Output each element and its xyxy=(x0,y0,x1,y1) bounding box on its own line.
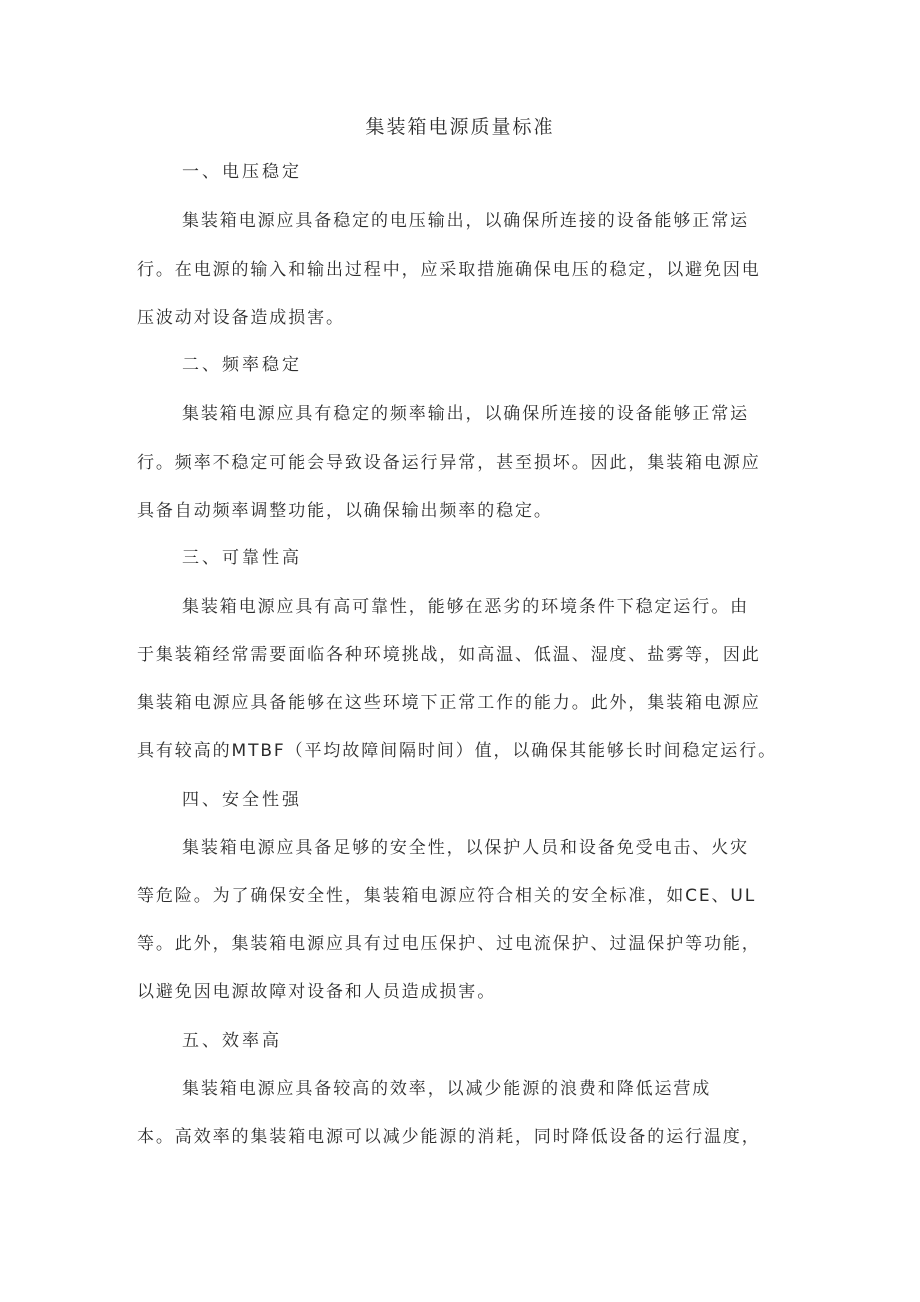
paragraph-line: 于集装箱经常需要面临各种环境挑战，如高温、低温、湿度、盐雾等，因此 xyxy=(137,645,761,665)
paragraph-line: 集装箱电源应具有高可靠性，能够在恶劣的环境条件下稳定运行。由 xyxy=(182,597,749,617)
section-heading-voltage: 一、电压稳定 xyxy=(182,162,302,182)
paragraph-line: 具有较高的MTBF（平均故障间隔时间）值，以确保其能够长时间稳定运行。 xyxy=(137,741,777,761)
paragraph-line: 以避免因电源故障对设备和人员造成损害。 xyxy=(137,982,497,1002)
paragraph-line: 集装箱电源应具备足够的安全性，以保护人员和设备免受电击、火灾 xyxy=(182,838,749,858)
paragraph-line: 集装箱电源应具备稳定的电压输出，以确保所连接的设备能够正常运 xyxy=(182,211,749,231)
section-heading-reliability: 三、可靠性高 xyxy=(182,548,302,568)
section-heading-efficiency: 五、效率高 xyxy=(182,1031,282,1051)
section-heading-safety: 四、安全性强 xyxy=(182,790,302,810)
paragraph-line: 等。此外，集装箱电源应具有过电压保护、过电流保护、过温保护等功能， xyxy=(137,934,761,954)
paragraph-line: 集装箱电源应具有稳定的频率输出，以确保所连接的设备能够正常运 xyxy=(182,404,749,424)
paragraph-line: 本。高效率的集装箱电源可以减少能源的消耗，同时降低设备的运行温度， xyxy=(137,1127,761,1147)
paragraph-line: 行。频率不稳定可能会导致设备运行异常，甚至损坏。因此，集装箱电源应 xyxy=(137,453,761,473)
paragraph-line: 集装箱电源应具备较高的效率，以减少能源的浪费和降低运营成 xyxy=(182,1079,712,1099)
paragraph-line: 压波动对设备造成损害。 xyxy=(137,308,345,328)
document-title: 集装箱电源质量标准 xyxy=(365,116,555,138)
section-heading-frequency: 二、频率稳定 xyxy=(182,355,302,375)
paragraph-line: 具备自动频率调整功能，以确保输出频率的稳定。 xyxy=(137,501,553,521)
paragraph-line: 集装箱电源应具备能够在这些环境下正常工作的能力。此外，集装箱电源应 xyxy=(137,693,761,713)
paragraph-line: 等危险。为了确保安全性，集装箱电源应符合相关的安全标准，如CE、UL xyxy=(137,886,757,906)
paragraph-line: 行。在电源的输入和输出过程中，应采取措施确保电压的稳定，以避免因电 xyxy=(137,260,761,280)
